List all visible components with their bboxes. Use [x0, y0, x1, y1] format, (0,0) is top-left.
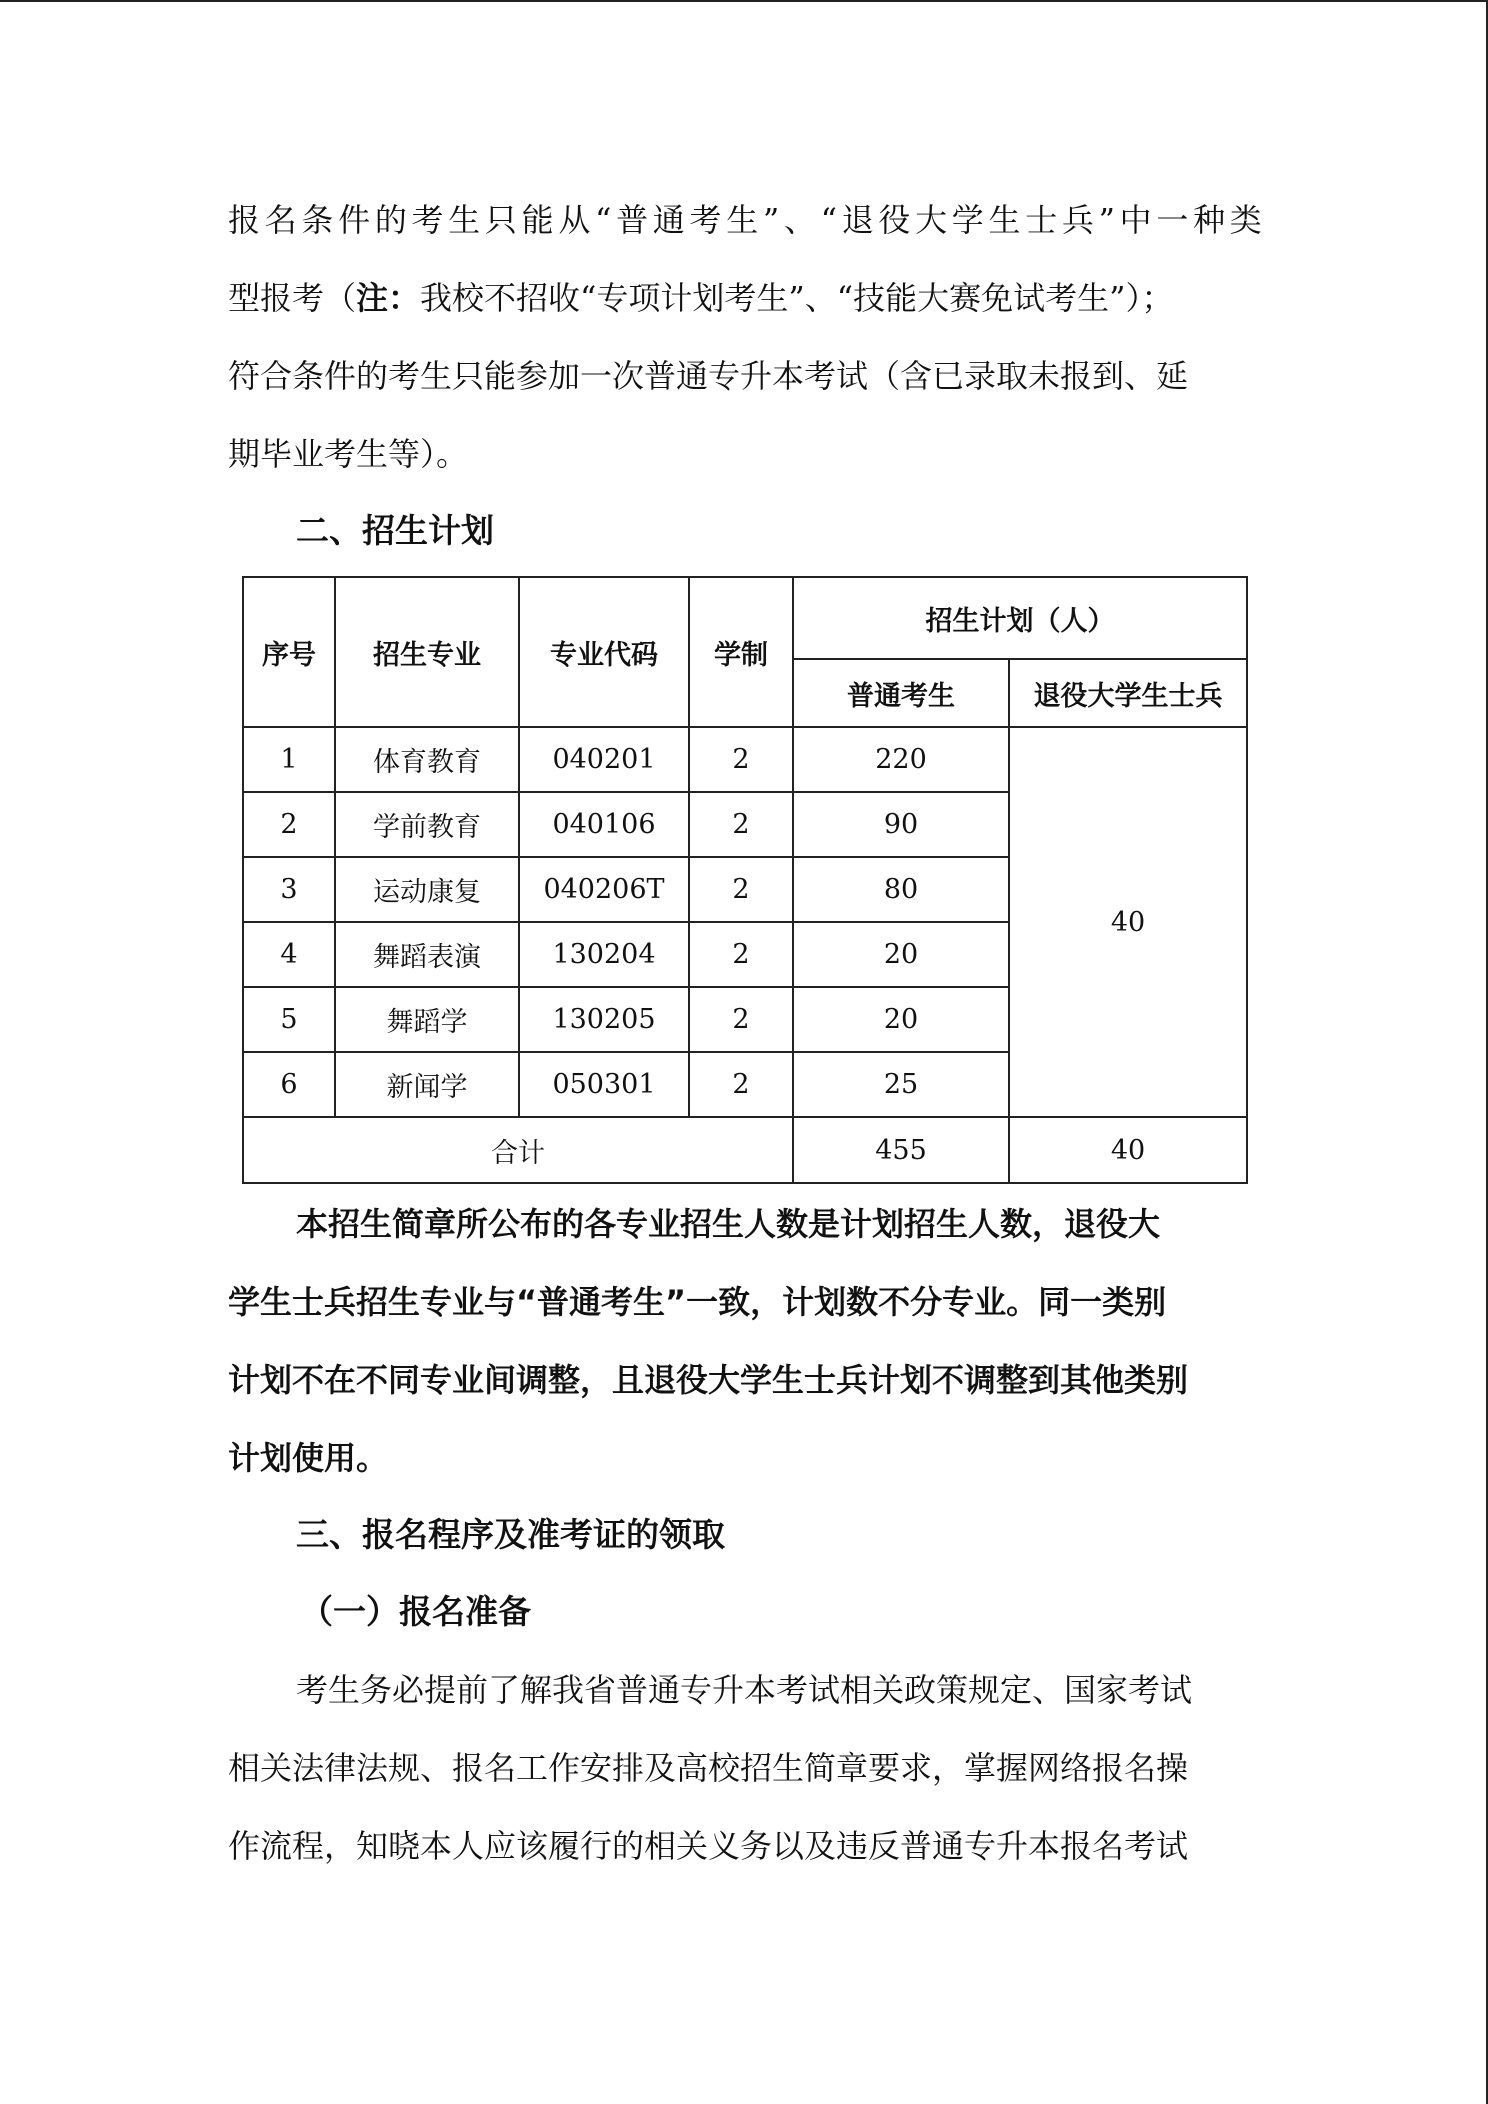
- paragraph1-line1-char: 报: [228, 201, 261, 239]
- paragraph1-line1-char: 生: [448, 201, 481, 239]
- row-index: 1: [243, 727, 335, 792]
- paragraph2-line4: 计划使用。: [228, 1439, 389, 1477]
- paragraph1-line1-char: ”: [762, 201, 780, 239]
- paragraph1-line1-char: 考: [411, 201, 444, 239]
- paragraph1-line1-char: 能: [521, 201, 554, 239]
- row-major: 舞蹈表演: [335, 922, 519, 987]
- paragraph1-line1-char: 普: [616, 201, 649, 239]
- paragraph1-line1-char: ”: [1098, 201, 1115, 239]
- section3-title: 三、报名程序及准考证的领取: [296, 1515, 725, 1554]
- row-duration: 2: [689, 857, 793, 922]
- paragraph1-line1-char: 大: [915, 201, 948, 239]
- paragraph1-line1-char: 考: [689, 201, 722, 239]
- row-major: 新闻学: [335, 1052, 519, 1117]
- row-major: 学前教育: [335, 792, 519, 857]
- paragraph3-line1: 考生务必提前了解我省普通专升本考试相关政策规定、国家考试: [296, 1671, 1193, 1709]
- paragraph1-line1-char: 役: [878, 201, 911, 239]
- row-major: 舞蹈学: [335, 987, 519, 1052]
- paragraph1-line1-char: 通: [652, 201, 685, 239]
- row-duration: 2: [689, 1052, 793, 1117]
- header-veteran: 退役大学生士兵: [1009, 659, 1247, 727]
- table-total-row: [243, 1117, 1247, 1183]
- row-code: 040106: [519, 792, 689, 857]
- header-plan: 招生计划（人）: [793, 577, 1247, 659]
- row-duration: 2: [689, 792, 793, 857]
- header-regular: 普通考生: [793, 659, 1009, 727]
- paragraph1-line1-char: 生: [726, 201, 759, 239]
- row-code: 040206T: [519, 857, 689, 922]
- subsection1-title: （一）报名准备: [300, 1592, 531, 1631]
- paragraph1-line2-after: 我校不招收“专项计划考生”、“技能大赛免试考生”）；: [420, 279, 1174, 317]
- page-top-border: [0, 0, 1488, 2]
- paragraph1-line2: [228, 278, 1262, 318]
- paragraph2-line2: 学生士兵招生专业与“普通考生”一致，计划数不分专业。同一类别: [228, 1283, 1167, 1321]
- header-duration: 学制: [689, 577, 793, 727]
- row-regular: 80: [793, 857, 1009, 922]
- paragraph1-line1-char: “: [595, 201, 612, 239]
- paragraph3-line2: 相关法律法规、报名工作安排及高校招生简章要求，掌握网络报名操: [228, 1749, 1189, 1787]
- note-label: 注：: [356, 279, 421, 317]
- row-regular: 25: [793, 1052, 1009, 1117]
- paragraph2-line3: 计划不在不同专业间调整，且退役大学生士兵计划不调整到其他类别: [228, 1361, 1189, 1399]
- row-duration: 2: [689, 987, 793, 1052]
- row-regular: 90: [793, 792, 1009, 857]
- row-major: 体育教育: [335, 727, 519, 792]
- row-index: 5: [243, 987, 335, 1052]
- header-major: 招生专业: [335, 577, 519, 727]
- total-label: 合计: [243, 1117, 793, 1183]
- header-index: 序号: [243, 577, 335, 727]
- paragraph1-line1-char: 从: [558, 201, 591, 239]
- paragraph1-line2-before: 型报考（: [228, 279, 357, 317]
- table-header-row: [243, 577, 1247, 659]
- row-regular: 220: [793, 727, 1009, 792]
- row-code: 130205: [519, 987, 689, 1052]
- veteran-merged-cell: 40: [1009, 727, 1247, 1117]
- paragraph1-line1-char: 生: [988, 201, 1021, 239]
- row-code: 050301: [519, 1052, 689, 1117]
- paragraph1-line4: 期毕业考生等）。: [228, 435, 469, 473]
- paragraph1-line1-char: 士: [1025, 201, 1058, 239]
- paragraph1-line1-char: 种: [1193, 201, 1226, 239]
- total-regular: 455: [793, 1117, 1009, 1183]
- paragraph1-line1-char: 条: [301, 201, 334, 239]
- paragraph1-line1: [228, 200, 1262, 240]
- row-major: 运动康复: [335, 857, 519, 922]
- paragraph1-line1-char: “: [820, 201, 837, 239]
- row-duration: 2: [689, 922, 793, 987]
- row-duration: 2: [689, 727, 793, 792]
- paragraph1-line1-char: 件: [338, 201, 371, 239]
- row-code: 130204: [519, 922, 689, 987]
- row-index: 3: [243, 857, 335, 922]
- paragraph1-line1-char: 中: [1119, 201, 1152, 239]
- total-veteran: 40: [1009, 1117, 1247, 1183]
- paragraph1-line1-char: 学: [951, 201, 984, 239]
- row-regular: 20: [793, 987, 1009, 1052]
- paragraph1-line1-char: 退: [841, 201, 874, 239]
- paragraph1-line1-char: 名: [264, 201, 297, 239]
- row-index: 2: [243, 792, 335, 857]
- row-code: 040201: [519, 727, 689, 792]
- paragraph1-line3: 符合条件的考生只能参加一次普通专升本考试（含已录取未报到、延: [228, 357, 1189, 395]
- header-code: 专业代码: [519, 577, 689, 727]
- paragraph1-line1-char: 、: [783, 201, 816, 239]
- row-regular: 20: [793, 922, 1009, 987]
- table-row: [243, 727, 1247, 792]
- paragraph1-line1-char: 类: [1229, 201, 1262, 239]
- paragraph3-line3: 作流程，知晓本人应该履行的相关义务以及违反普通专升本报名考试: [228, 1827, 1189, 1865]
- section2-title: 二、招生计划: [296, 511, 494, 550]
- paragraph1-line1-char: 兵: [1061, 201, 1094, 239]
- row-index: 4: [243, 922, 335, 987]
- paragraph2-line1: 本招生简章所公布的各专业招生人数是计划招生人数，退役大: [296, 1205, 1161, 1243]
- row-index: 6: [243, 1052, 335, 1117]
- paragraph1-line1-char: 的: [374, 201, 407, 239]
- enrollment-plan-table: [242, 576, 1248, 1184]
- paragraph1-line1-char: 只: [484, 201, 517, 239]
- paragraph1-line1-char: 一: [1156, 201, 1189, 239]
